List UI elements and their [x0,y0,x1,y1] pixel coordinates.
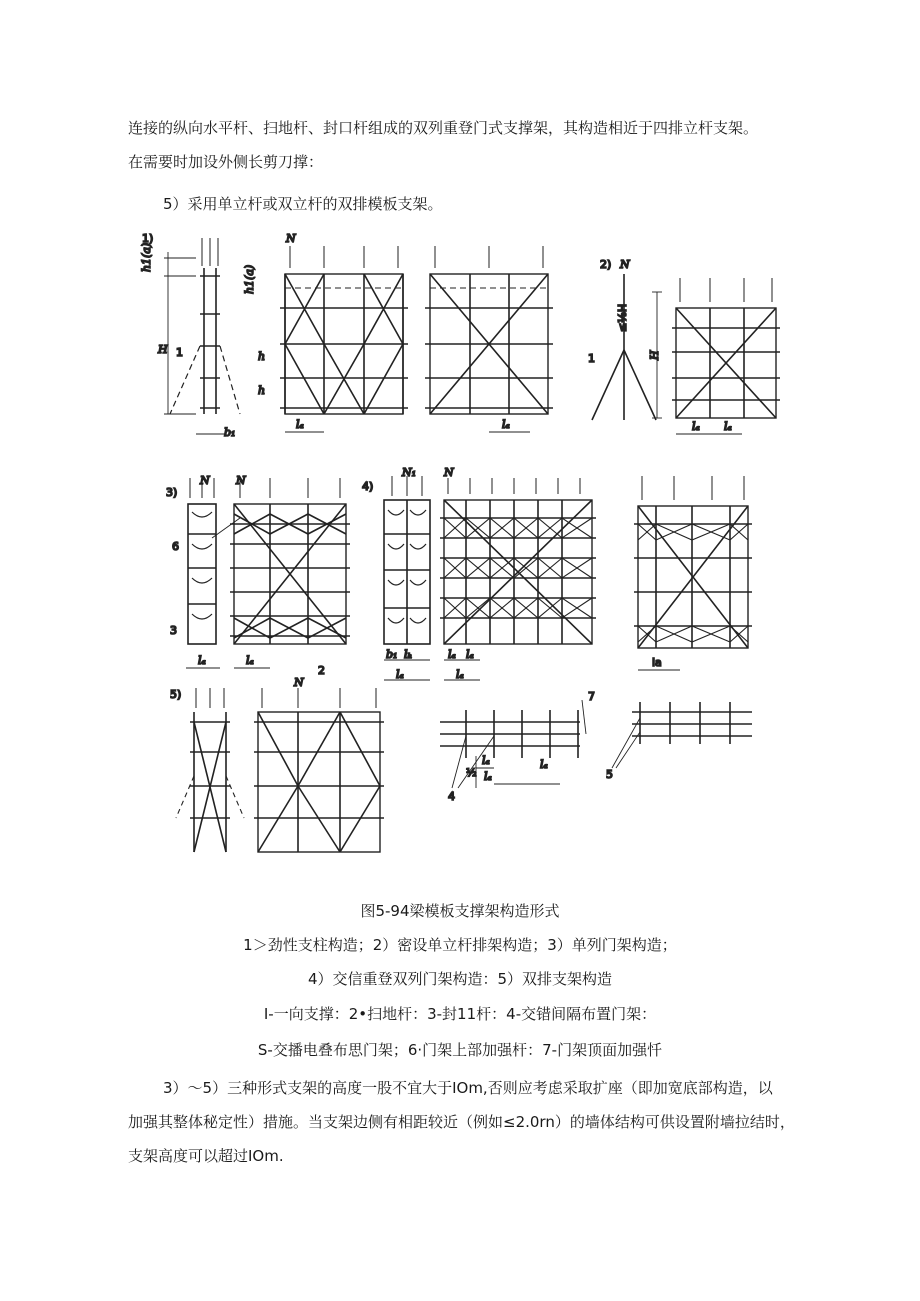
label-b1-2: b₁ [386,648,398,661]
panel-3-side-view [186,478,220,668]
panel-1-side-view [164,238,240,434]
callout-2: 2 [318,664,325,677]
figure-caption-line-1: 1＞劲性支柱构造；2）密设单立杆排架构造；3）单列门架构造； [243,936,677,954]
panel-3-front-view [212,478,350,668]
label-N-1: N [286,232,296,245]
figure-caption-line-4: S-交播电叠布思门架；6·门架上部加强杆：7-门架顶面加强忏 [257,1041,663,1059]
panel-1-front-view-b [425,246,553,432]
panel-5-side-view [176,688,244,852]
label-la-3: lₐ [692,420,700,433]
panel-label-4: 4) [362,480,374,493]
panel-label-5: 5) [170,688,182,701]
callout-1-right: 1 [588,352,595,365]
label-la-text: la [652,656,662,669]
label-h-2: h [258,384,266,397]
label-h-limit: ≤⅓H [616,303,629,332]
body-line-3: 支架高度可以超过IOm. [128,1147,284,1165]
label-la-10: lₐ [456,668,464,681]
label-la-1: lₐ [296,418,304,431]
panel-1-front-view [280,246,408,432]
label-la-4: lₐ [724,420,732,433]
label-la-12: lₐ [540,758,548,771]
panel-label-2: 2) [600,258,612,271]
intro-line-2: 在需要时加设外侧长剪刀撑： [128,153,324,171]
label-la-11: lₐ [482,754,490,767]
label-H-1: H [158,343,168,356]
panel-label-3: 3) [166,486,178,499]
callout-3: 3 [170,624,177,637]
panel-2-side-view [592,274,662,420]
label-N-6: N [294,676,304,689]
intro-item-5: 5）采用单立杆或双立杆的双排模板支架。 [163,195,443,213]
panel-4-front-view [440,478,596,680]
label-half: ½ [466,766,477,779]
body-line-2: 加强其整体秘定性）措施。当支架边侧有相距较近（例如≤2.0rn）的墙体结构可供设置附墙拉结时， [128,1113,795,1131]
scaffold-figure [140,228,790,868]
label-N-2: N [620,258,630,271]
label-b1: b₁ [224,426,236,439]
figure-caption-line-2: 4）交信重登双列门架构造：5）双排支架构造 [307,970,613,988]
label-H-2: H [648,350,661,360]
label-la-8: lₐ [448,648,456,661]
label-h1a-2: h1(a) [243,264,256,294]
label-N-5: N [444,466,454,479]
label-N1: N₁ [402,466,417,479]
label-N-3: N [200,474,210,487]
figure-caption-title: 图5-94梁模板支撑架构造形式 [360,902,560,920]
callout-6-a: 6 [172,540,179,553]
label-h1a: h1(a) [140,242,153,272]
figure-caption-line-3: I-一向支撑：2•扫地杆：3-封11杆：4-交错间隔布置门架： [263,1005,657,1023]
callout-1-left: 1 [176,346,183,359]
label-h-1: h [258,350,266,363]
callout-7: 7 [588,690,595,703]
label-la-6: lₐ [246,654,254,667]
panel-5-front-view [254,688,384,852]
label-la-7: lₐ [396,668,404,681]
intro-line-1: 连接的纵向水平杆、扫地杆、封口杆组成的双列重登门式支撑架，其构造相近于四排立杆支架。 [128,119,759,137]
body-line-1: 3）～5）三种形式支架的高度一股不宜大于IOm,否则应考虑采取扩座（即加宽底部构造，以 [163,1079,773,1097]
panel-4-right-view [634,476,752,670]
panel-2-front-view [672,278,780,434]
label-la-13: lₐ [484,770,492,783]
panel-label-1: 1) [142,232,154,245]
callout-4: 4 [448,790,455,803]
label-la-9: lₐ [466,648,474,661]
label-lb-1: lₕ [404,648,413,661]
plan-view-staggered [440,700,586,788]
plan-view-stacked [612,702,752,768]
label-la-5: lₐ [198,654,206,667]
label-N-4: N [236,474,246,487]
callout-5: 5 [606,768,613,781]
label-la-2: lₐ [502,418,510,431]
